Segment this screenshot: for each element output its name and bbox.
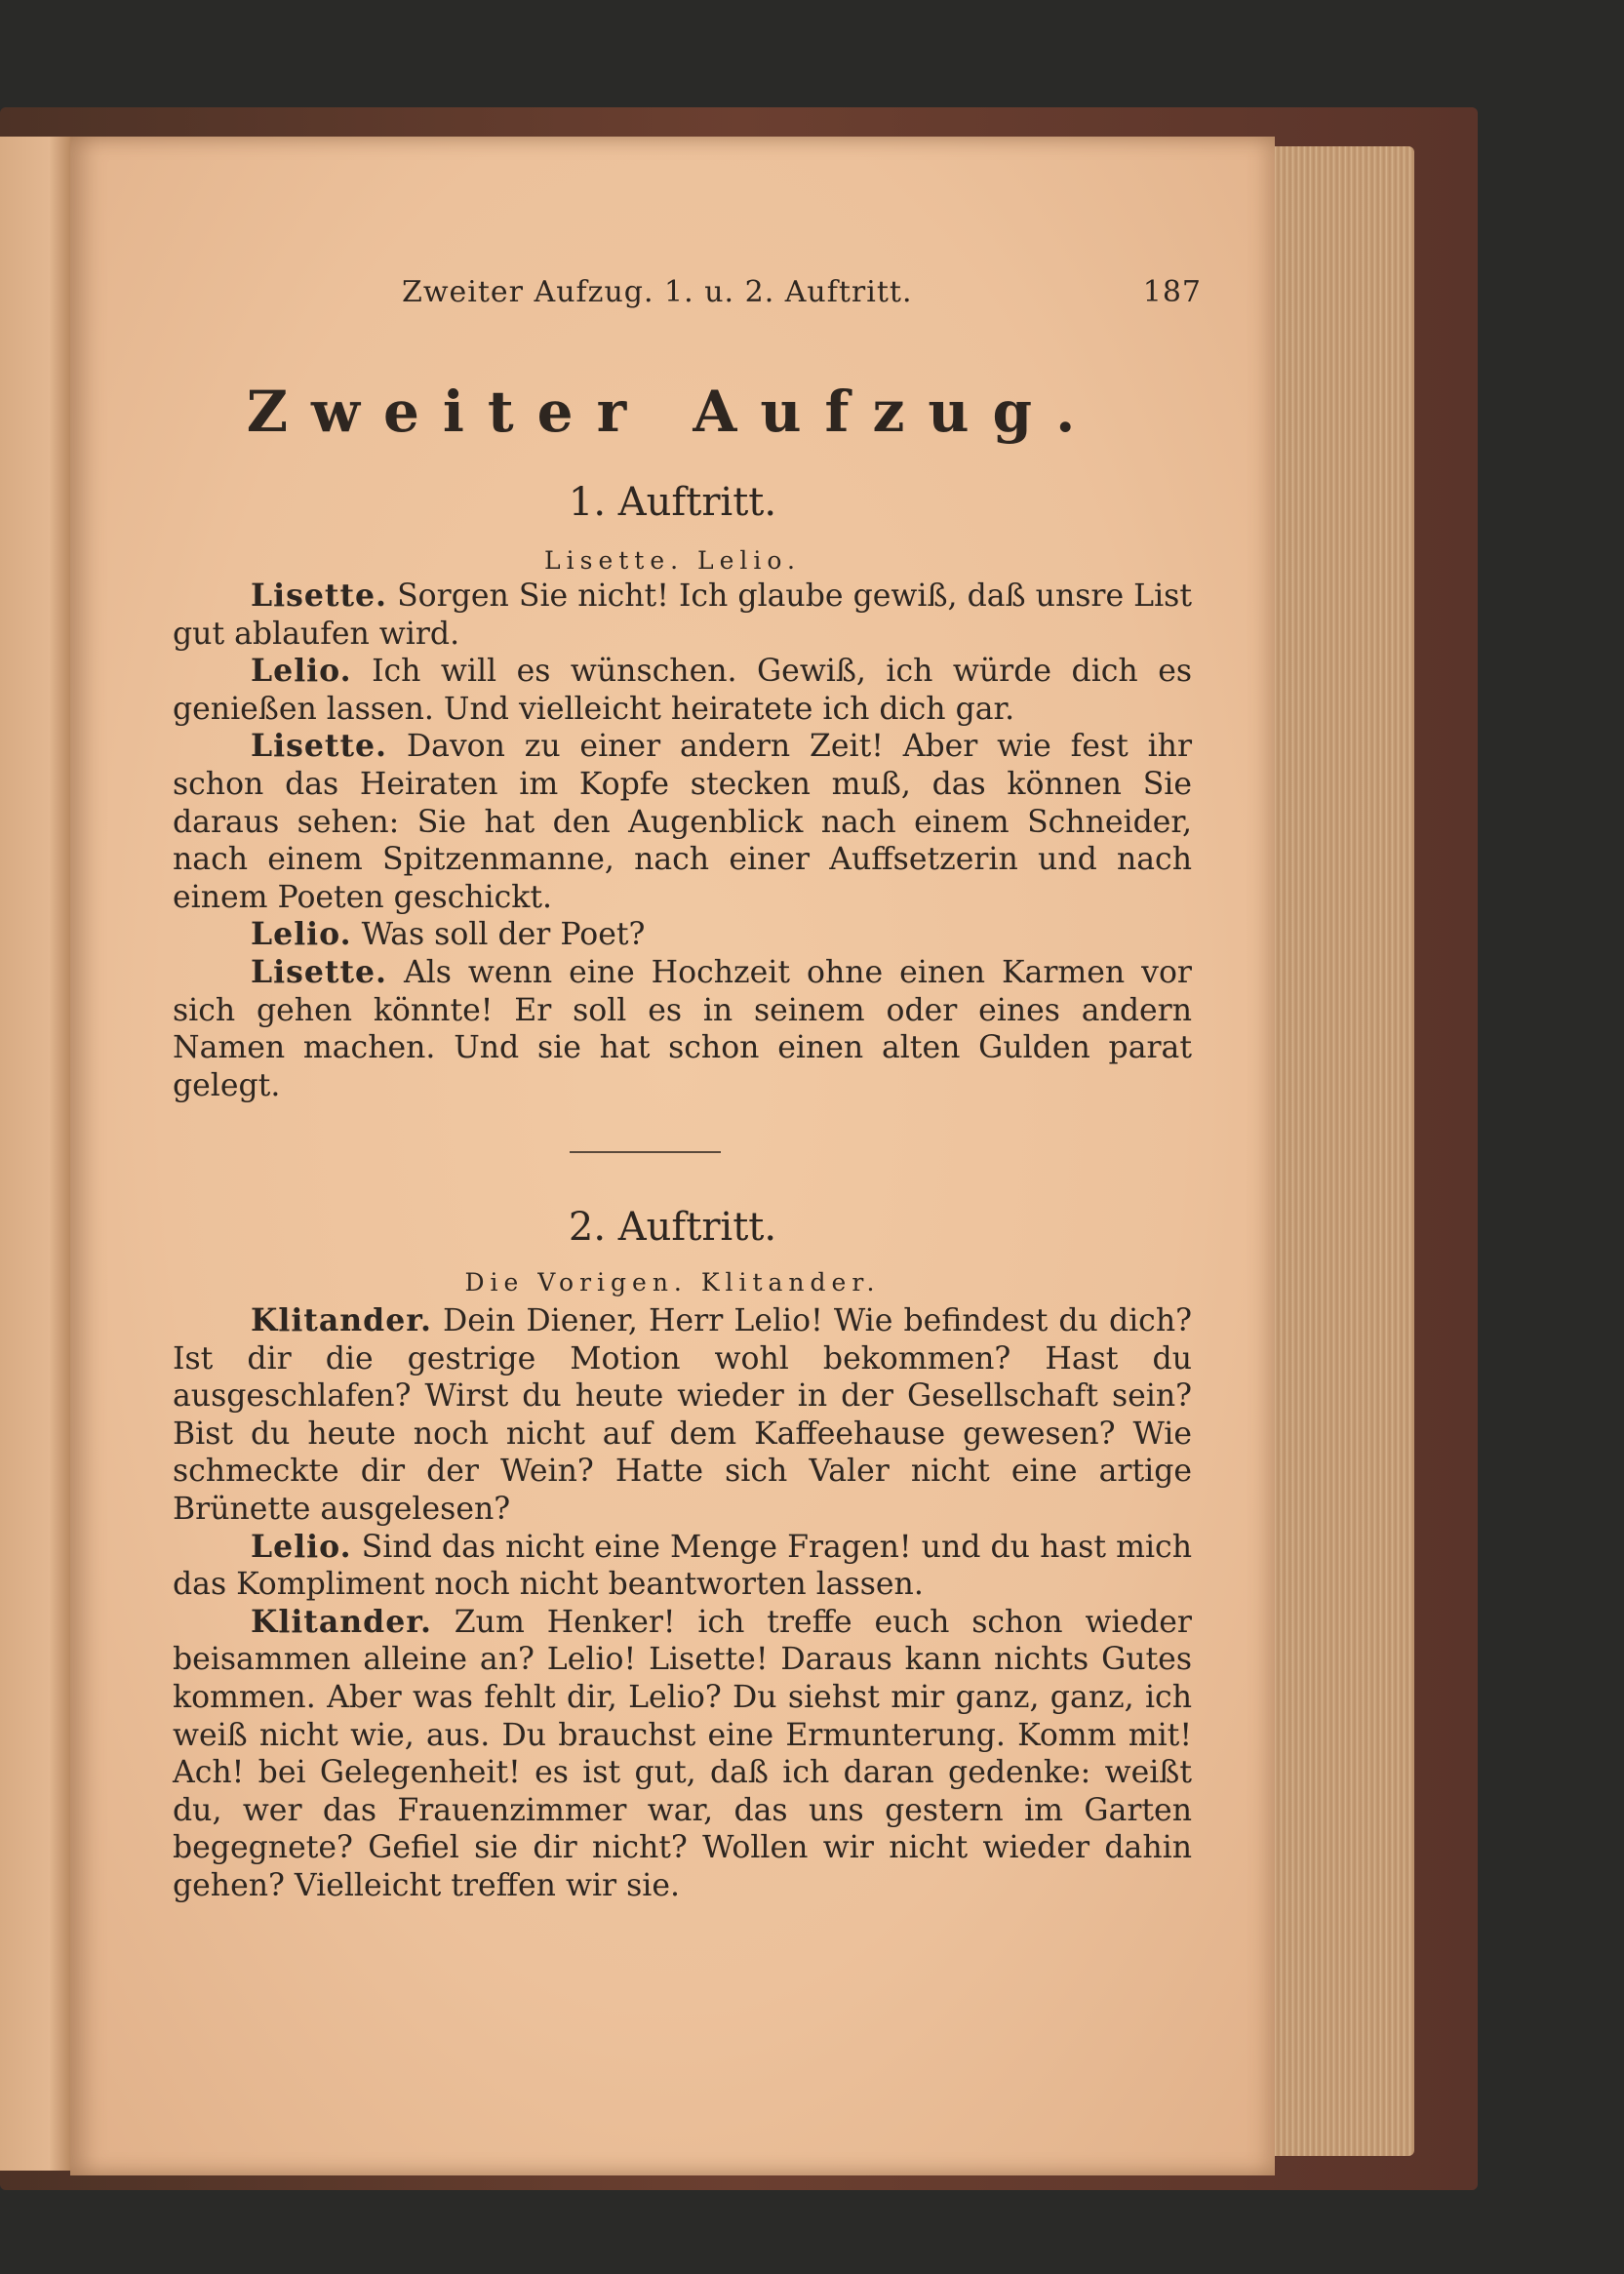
speech xyxy=(173,578,1192,653)
speaker-name: Lelio. xyxy=(251,916,352,953)
act-title: Zweiter Aufzug. xyxy=(246,379,1099,445)
speech xyxy=(173,1529,1192,1604)
speech xyxy=(173,954,1192,1104)
book-page xyxy=(70,137,1275,2175)
speech xyxy=(173,1302,1192,1529)
speech xyxy=(173,728,1192,916)
speech-text: Ich will es wünschen. Gewiß, ich würde dich es genießen lassen. Und vielleicht heiratete ich dich gar. xyxy=(173,654,1193,727)
speech xyxy=(173,1604,1192,1905)
scene-1-dialogue xyxy=(173,578,1192,1104)
page-stack-edges xyxy=(1258,146,1414,2156)
speech-text: Dein Diener, Herr Lelio! Wie befindest du dich? Ist dir die gestrige Motion wohl bekommen? Hast du ausgeschlafen? Wirst du heute wieder in der Gesellschaft sein? Bist du heute noch nicht auf dem Kaffeehause gewesen? Wie schmeckte dir der Wein? Hatte sich Valer nicht eine artige Brünette ausgelesen? xyxy=(173,1303,1192,1527)
running-header xyxy=(402,275,1202,309)
speaker-name: Lisette. xyxy=(251,728,387,765)
speech xyxy=(173,653,1192,728)
scene-1-title: 1. Auftritt. xyxy=(568,480,777,525)
page-number: 187 xyxy=(1142,275,1202,309)
speaker-name: Lelio. xyxy=(251,653,352,690)
speaker-name: Klitander. xyxy=(251,1603,432,1640)
speaker-name: Lisette. xyxy=(251,578,387,614)
running-title: Zweiter Aufzug. 1. u. 2. Auftritt. xyxy=(402,275,913,309)
speaker-name: Klitander. xyxy=(251,1302,432,1338)
speech-text: Sorgen Sie nicht! Ich glaube gewiß, daß unsre List gut ablaufen wird. xyxy=(173,578,1193,652)
scene-2-title: 2. Auftritt. xyxy=(568,1205,777,1250)
speech-text: Zum Henker! ich treffe euch schon wieder beisammen alleine an? Lelio! Lisette! Daraus kann nichts Gutes kommen. Aber was fehlt dir, Lelio? Du siehst mir ganz, ganz, ich weiß nicht wie, aus. Du brauchst eine Ermunterung. Komm mit! Ach! bei Gelegenheit! es ist gut, daß ich daran gedenke: weißt du, wer das Frauenzimmer war, das uns gestern im Garten begegnete? Gefiel sie dir nicht? Wollen wir nicht wieder dahin gehen? Vielleicht treffen wir sie. xyxy=(173,1604,1192,1903)
scene-2-dialogue xyxy=(173,1302,1192,1905)
speech-text: Was soll der Poet? xyxy=(361,917,646,953)
section-divider xyxy=(570,1151,721,1153)
scene-1-cast: Lisette. Lelio. xyxy=(544,546,801,575)
speaker-name: Lelio. xyxy=(251,1528,352,1565)
speaker-name: Lisette. xyxy=(251,953,387,990)
speech-text: Als wenn eine Hochzeit ohne einen Karmen vor sich gehen könnte! Er soll es in seinem oder eines andern Namen machen. Und sie hat schon einen alten Gulden parat gelegt. xyxy=(173,954,1192,1103)
speech-text: Davon zu einer andern Zeit! Aber wie fest ihr schon das Heiraten im Kopfe stecken muß, das können Sie daraus sehen: Sie hat den Augenblick nach einem Schneider, nach einem Spitzenmanne, nach einer Auffsetzerin und nach einem Poeten geschickt. xyxy=(173,729,1193,915)
scene-2-cast: Die Vorigen. Klitander. xyxy=(464,1268,881,1297)
speech xyxy=(173,916,1192,954)
left-page-edge xyxy=(0,137,73,2171)
speech-text: Sind das nicht eine Menge Fragen! und du hast mich das Kompliment noch nicht beantworten lassen. xyxy=(173,1529,1192,1603)
